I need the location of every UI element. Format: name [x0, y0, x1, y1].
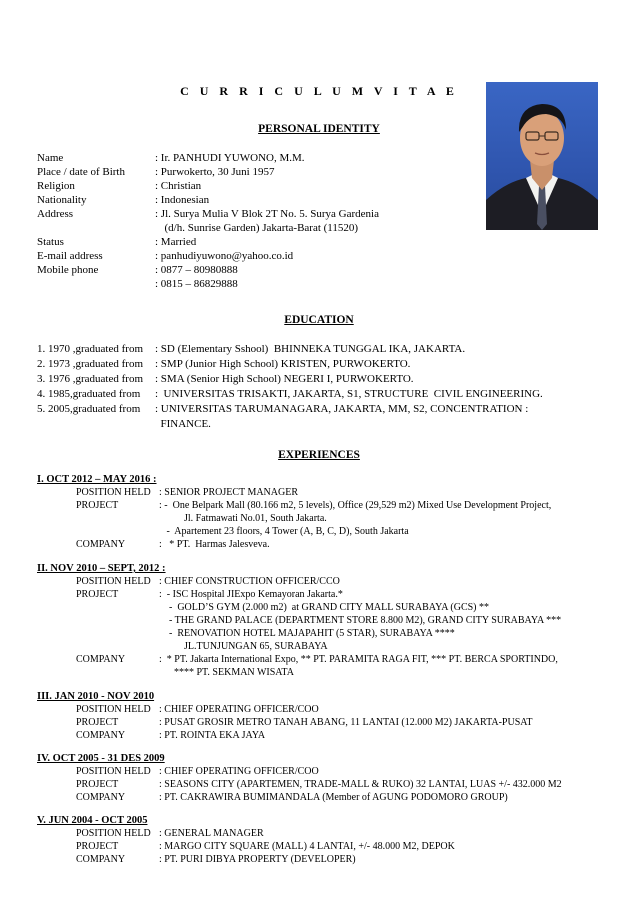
personal-value: : Married: [155, 236, 197, 248]
education-label: 4. 1985,graduated from: [37, 388, 141, 400]
experience-period: II. NOV 2010 – SEPT, 2012 :: [37, 563, 166, 574]
experience-period: IV. OCT 2005 - 31 DES 2009: [37, 753, 165, 764]
experience-value: - Apartement 23 floors, 4 Tower (A, B, C, D), South Jakarta: [159, 526, 409, 537]
experience-label: COMPANY: [76, 654, 126, 665]
experience-value: **** PT. SEKMAN WISATA: [159, 667, 294, 678]
experience-value: : PUSAT GROSIR METRO TANAH ABANG, 11 LANTAI (12.000 M2) JAKARTA-PUSAT: [159, 717, 533, 728]
experience-label: PROJECT: [76, 717, 119, 728]
experience-period: I. OCT 2012 – MAY 2016 :: [37, 474, 157, 485]
experience-value: - RENOVATION HOTEL MAJAPAHIT (5 STAR), SURABAYA ****: [159, 628, 455, 639]
experience-value: - THE GRAND PALACE (DEPARTMENT STORE 8.800 M2), GRAND CITY SURABAYA ***: [159, 615, 562, 626]
experience-label: COMPANY: [76, 854, 126, 865]
education-value: : SD (Elementary Sshool) BHINNEKA TUNGGAL IKA, JAKARTA.: [155, 343, 466, 355]
personal-value: : Purwokerto, 30 Juni 1957: [155, 166, 275, 178]
experience-value: : * PT. Jakarta International Expo, ** PT. PARAMITA RAGA FIT, *** PT. BERCA SPORTINDO,: [159, 654, 558, 665]
experience-value: - GOLD’S GYM (2.000 m2) at GRAND CITY MALL SURABAYA (GCS) **: [159, 602, 490, 613]
experience-label: POSITION HELD: [76, 487, 151, 498]
document-title: C U R R I C U L U M V I T A E: [180, 84, 458, 98]
experience-period: V. JUN 2004 - OCT 2005: [37, 815, 148, 826]
experience-value: : * PT. Harmas Jalesveva.: [159, 539, 270, 550]
education-value: : UNIVERSITAS TARUMANAGARA, JAKARTA, MM, S2, CONCENTRATION :: [155, 403, 529, 415]
experience-value: : PT. PURI DIBYA PROPERTY (DEVELOPER): [159, 854, 356, 865]
experience-value: : - One Belpark Mall (80.166 m2, 5 levels), Office (29,529 m2) Mixed Use Development Project,: [159, 500, 552, 511]
personal-label: Name: [37, 152, 64, 164]
experience-value: : CHIEF OPERATING OFFICER/COO: [159, 766, 319, 777]
experiences-heading: EXPERIENCES: [278, 449, 360, 461]
personal-label: Place / date of Birth: [37, 166, 125, 178]
education-value: : SMA (Senior High School) NEGERI I, PURWOKERTO.: [155, 373, 414, 385]
experience-label: COMPANY: [76, 730, 126, 741]
experience-value: : SEASONS CITY (APARTEMEN, TRADE-MALL & RUKO) 32 LANTAI, LUAS +/- 432.000 M2: [159, 779, 562, 790]
experience-value: : PT. CAKRAWIRA BUMIMANDALA (Member of AGUNG PODOMORO GROUP): [159, 792, 508, 803]
experience-value: : GENERAL MANAGER: [159, 828, 264, 839]
experience-label: PROJECT: [76, 841, 119, 852]
personal-label: Nationality: [37, 194, 87, 206]
experience-label: PROJECT: [76, 779, 119, 790]
experience-label: POSITION HELD: [76, 576, 151, 587]
education-value: : UNIVERSITAS TRISAKTI, JAKARTA, S1, STRUCTURE CIVIL ENGINEERING.: [155, 388, 543, 400]
education-value: FINANCE.: [155, 418, 211, 430]
education-heading: EDUCATION: [284, 314, 354, 326]
experience-label: POSITION HELD: [76, 766, 151, 777]
experience-value: Jl. Fatmawati No.01, South Jakarta.: [159, 513, 327, 524]
personal-value: (d/h. Sunrise Garden) Jakarta-Barat (11520): [159, 222, 359, 234]
personal-label: Religion: [37, 180, 75, 192]
personal-label: Mobile phone: [37, 264, 99, 276]
experience-label: COMPANY: [76, 792, 126, 803]
education-value: : SMP (Junior High School) KRISTEN, PURWOKERTO.: [155, 358, 411, 370]
education-label: 1. 1970 ,graduated from: [37, 343, 143, 355]
experience-label: COMPANY: [76, 539, 126, 550]
profile-photo: [486, 82, 598, 230]
personal-value: : 0877 – 80980888: [155, 264, 238, 276]
experience-value: : SENIOR PROJECT MANAGER: [159, 487, 298, 498]
personal-value: : panhudiyuwono@yahoo.co.id: [155, 250, 294, 262]
experience-period: III. JAN 2010 - NOV 2010: [37, 691, 155, 702]
education-label: 3. 1976 ,graduated from: [37, 373, 143, 385]
experience-value: : CHIEF OPERATING OFFICER/COO: [159, 704, 319, 715]
experience-value: : CHIEF CONSTRUCTION OFFICER/CCO: [159, 576, 340, 587]
personal-label: E-mail address: [37, 250, 103, 262]
personal-value: : Indonesian: [155, 194, 210, 206]
education-label: 2. 1973 ,graduated from: [37, 358, 143, 370]
experience-label: PROJECT: [76, 589, 119, 600]
personal-value: : Ir. PANHUDI YUWONO, M.M.: [155, 152, 305, 164]
experience-label: PROJECT: [76, 500, 119, 511]
portrait-image: [486, 82, 598, 230]
personal-identity-heading: PERSONAL IDENTITY: [258, 123, 380, 135]
personal-value: : 0815 – 86829888: [155, 278, 238, 290]
education-label: 5. 2005,graduated from: [37, 403, 141, 415]
experience-label: POSITION HELD: [76, 704, 151, 715]
personal-value: : Christian: [155, 180, 202, 192]
personal-label: Address: [37, 208, 74, 220]
personal-label: Status: [37, 236, 64, 248]
personal-value: : Jl. Surya Mulia V Blok 2T No. 5. Surya Gardenia: [155, 208, 379, 220]
experience-value: JL.TUNJUNGAN 65, SURABAYA: [159, 641, 328, 652]
experience-value: : PT. ROINTA EKA JAYA: [159, 730, 266, 741]
experience-label: POSITION HELD: [76, 828, 151, 839]
experience-value: : MARGO CITY SQUARE (MALL) 4 LANTAI, +/- 48.000 M2, DEPOK: [159, 841, 455, 852]
experience-value: : - ISC Hospital JIExpo Kemayoran Jakarta.*: [159, 589, 343, 600]
